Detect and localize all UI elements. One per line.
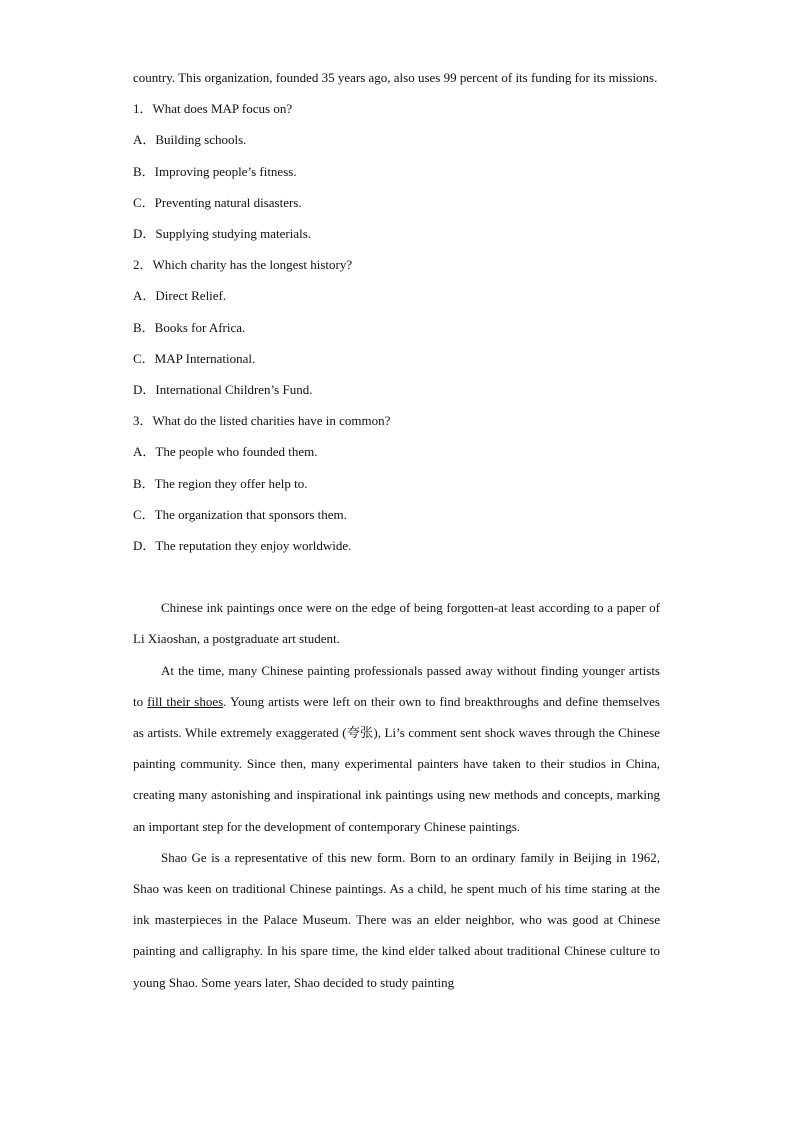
question-stem: 3．What do the listed charities have in common?	[133, 413, 391, 429]
question-1	[133, 93, 660, 249]
option-b[interactable]: B．The region they offer help to.	[133, 475, 308, 491]
option-c[interactable]: C．MAP International.	[133, 350, 256, 366]
option-a[interactable]: A．Direct Relief.	[133, 288, 227, 304]
option-d[interactable]: D．The reputation they enjoy worldwide.	[133, 538, 352, 554]
option-b[interactable]: B．Improving people’s fitness.	[133, 163, 297, 179]
question-2	[133, 249, 660, 405]
option-c[interactable]: C．The organization that sponsors them.	[133, 506, 347, 522]
question-3	[133, 405, 660, 561]
paragraph-3: Shao Ge is a representative of this new form. Born to an ordinary family in Beijing in 1962, Shao was keen on traditional Chinese paintings. As a child, he spent much of his time staring at the ink masterpieces in the Palace Museum. There was an elder neighbor, who was good at Chinese painting and calligraphy. In his spare time, the kind elder talked about traditional Chinese culture to young Shao. Some years later, Shao decided to study painting	[133, 849, 660, 990]
paragraph-1: Chinese ink paintings once were on the edge of being forgotten-at least according to a paper of Li Xiaoshan, a postgraduate art student.	[133, 600, 660, 647]
underlined-phrase: fill their shoes	[147, 693, 224, 709]
document-page	[133, 62, 660, 998]
question-stem: 1．What does MAP focus on?	[133, 101, 293, 117]
passage-2	[133, 592, 660, 998]
section-gap	[133, 561, 660, 592]
option-d[interactable]: D．International Children’s Fund.	[133, 382, 313, 398]
option-c[interactable]: C．Preventing natural disasters.	[133, 194, 302, 210]
option-a[interactable]: A．The people who founded them.	[133, 444, 318, 460]
passage1-tail: country. This organization, founded 35 years ago, also uses 99 percent of its funding for its missions.	[133, 70, 658, 85]
question-stem: 2．Which charity has the longest history?	[133, 257, 353, 273]
option-b[interactable]: B．Books for Africa.	[133, 319, 246, 335]
option-a[interactable]: A．Building schools.	[133, 132, 247, 148]
option-d[interactable]: D．Supplying studying materials.	[133, 226, 312, 242]
paragraph-2: At the time, many Chinese painting professionals passed away without finding younger artists to fill their shoes. Young artists were left on their own to find breakthroughs and define themselves as artists. While extremely exaggerated (夸张), Li’s comment sent shock waves through the Chinese painting community. Since then, many experimental painters have taken to their studios in China, creating many astonishing and inspirational ink paintings using new methods and concepts, marking an important step for the development of contemporary Chinese paintings.	[133, 662, 660, 834]
